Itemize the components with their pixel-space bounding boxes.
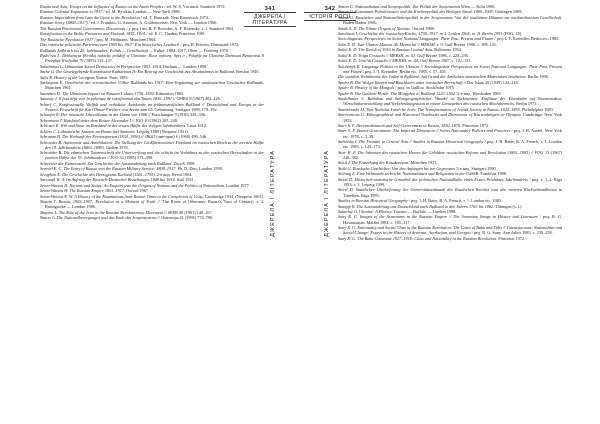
entry-details: / ed. W. S. Vucinich. Stanford 1972. bbox=[164, 4, 226, 9]
entry-title: Stier H. F. Die Adressen des russischen Heeres für Gebildete russischen Reform und Revolution (1861–1905) bbox=[338, 149, 530, 155]
entry-title: Seton-Watson H. The Russian Empire 1801–1917. bbox=[40, 188, 126, 194]
bibliography-entry bbox=[40, 31, 264, 36]
entry-details: Cambridge. New York 1953. bbox=[343, 112, 563, 123]
bibliography-entry bbox=[40, 42, 264, 47]
bibliography-entry bbox=[40, 199, 264, 209]
bibliography-entry bbox=[40, 183, 264, 188]
bibliography-entry bbox=[338, 123, 562, 128]
entry-details: Berlin 1906. bbox=[527, 74, 549, 80]
bibliography-entry bbox=[40, 91, 264, 96]
bibliography-entry bbox=[338, 42, 562, 47]
bibliography-entry bbox=[40, 118, 264, 123]
entry-title: Smolitsch I. Geschichte der russischen Kirche, 1700–1917, т. I. Leiden 1964; т. II. Berlin 1991 bbox=[338, 31, 503, 37]
entry-details: / ed. T. Hunczak. New Brunswick 1974. bbox=[140, 14, 209, 20]
entry-title: Schroeder B. Autonomie und Annihilation: Die Stellung der Großfürstentümer Finnland im russischen Reich in der zweiten Hälfte des 19. Jahrhunderts (1863–1899). bbox=[40, 139, 264, 150]
entry-details: Princeton 1972. bbox=[462, 122, 490, 128]
entry-details: München 1961. bbox=[45, 85, 72, 91]
bibliography-entry bbox=[338, 47, 562, 52]
entry-title: Stöki G. Russische Geschichte: Von den Anfängen bis zur Gegenwart bbox=[338, 165, 456, 171]
entry-title: Schroeder B. Die ethnischen Tatarenschrift die Unterwerfung und die schicht im Verhältnis zu den russischen Herrschaften in der zweiten Hälfte des 19. Jahrhunderts bbox=[40, 150, 264, 161]
bibliography-entry bbox=[40, 9, 264, 14]
bibliography-entry bbox=[40, 215, 264, 220]
entry-title: Russian Imperialism from Ivan the Great to the Revolution bbox=[40, 14, 140, 20]
bibliography-entry bbox=[40, 188, 264, 193]
entry-details: (омн-цим) 6 (1968) 499–546. bbox=[156, 134, 208, 140]
entry-title: Starr S. F. Tsarist Government: The Imperial Dimension // Soviet Nationality Policies and Practices bbox=[338, 128, 511, 134]
bibliography-entry bbox=[40, 172, 264, 177]
bibliography-entry bbox=[40, 80, 264, 90]
entry-title: Saunders D. The Ukrainian Impact on Russian Culture 1750–1850. bbox=[40, 90, 155, 96]
entry-title: Suny R. G. The Baku Commune 1917–1918: Class and Nationality in the Russian Revolution. bbox=[338, 235, 498, 241]
entry-details: Gießen 1976. bbox=[105, 144, 129, 150]
entry-title: Sokol E. D. Ural'sk Cossacks // MERSH, т. 44. Gulf Breeze 1987, с. 141–151. bbox=[338, 58, 472, 64]
bibliography-list-right bbox=[338, 4, 562, 241]
entry-details: Baltimore 1954. bbox=[434, 47, 462, 53]
entry-title: Simon G. Konstantin Pobedonoscev und die Kirchenpolitik des Heiligen Sinod, 1880–1905. bbox=[338, 9, 494, 15]
entry-details: // Forschungen 9 (1930) 335–356. bbox=[148, 112, 206, 118]
entry-details: / ред. J. H. Bater, R. A. French, т. 1. London etc. 1983. bbox=[408, 198, 503, 204]
entry-details: // SEER 40 (1961) 148–167. bbox=[164, 209, 213, 215]
entry-details: Wien — Köln 1986. bbox=[460, 4, 496, 9]
bibliography-entry bbox=[40, 15, 264, 20]
bibliography-entry bbox=[338, 112, 562, 122]
entry-details: 5-е вид. Stuttgart 1990. bbox=[456, 165, 497, 171]
entry-details: Frankfurt 1990. bbox=[480, 171, 508, 177]
bibliography-entry bbox=[338, 214, 562, 224]
entry-title: Suny R. G. Images of the Armenians in the Russian Empire // The Armenian Image in History and Literature bbox=[338, 214, 538, 220]
entry-title: Russification in the Baltic Provinces and Finland, 1855–1914 bbox=[40, 31, 146, 37]
bibliography-entry bbox=[338, 107, 562, 112]
entry-title: Sarcnapl W. A. Im Auftrag der Russisch-Deutschen Beziehungen 1848 bis 1914. bbox=[40, 177, 176, 183]
bibliography-entry bbox=[338, 160, 562, 165]
entry-title: Solchanyk R. Language Politics in the Ukraine // Sociolinguistic Perspectives on Soviet National Languages: Their Past, Present and Future bbox=[338, 63, 562, 74]
entry-details: // FOG 13 (1967) 246–382. bbox=[343, 149, 563, 160]
entry-details: Zürich 1988. bbox=[173, 160, 196, 166]
entry-title: Stumpp K. Die Auswanderung aus Deutschland nach Rußland in den Jahren 1763 bis 1862. bbox=[338, 203, 495, 209]
entry-title: Schwester der Kamerasche Zur Geschichte der Auswanderung nach Rußland. bbox=[40, 160, 173, 166]
entry-title: Studies in Russian Historical Geography bbox=[338, 198, 408, 204]
entry-details: / у ред. і вп. R. P. Browder, A. F. Kerensky. t. 1. Stanford 1961. bbox=[126, 25, 235, 31]
entry-title: Sokol E. D. Volga Cossacks // MERSH, т. 43. Gulf Breeze 1986, с. 228–236. bbox=[338, 52, 469, 58]
entry-details: Philadelphia 1983. bbox=[521, 106, 554, 112]
entry-title: Sarkisyanz E. Geschichte der orientalischen Völker Rußlands bis 1917: Eine Ergänzung zur ostslawischen Geschichte Rußlands. bbox=[40, 80, 264, 86]
bibliography-entry bbox=[40, 69, 264, 74]
entry-title: Die sozialen Verhältnisse der Juden in Rußland: Auf Grund der Amtlichen statistischen Materialien bearbeitet. bbox=[338, 74, 527, 80]
entry-details: / ed. E. C. Thaden. Princeton 1981. bbox=[146, 31, 206, 37]
entry-details: Lissa 1912. bbox=[187, 123, 207, 129]
entry-details: / ed. M. Rywkin. London — New York 1988. bbox=[103, 9, 181, 15]
entry-details: Edmonton 1985. bbox=[155, 90, 185, 96]
bibliography-entry bbox=[338, 58, 562, 63]
bibliography-entry bbox=[40, 20, 264, 25]
entry-title: Suny R. G. Nationality and Social Class in the Russian Revolution: The Cases of Baku and Tiflis // Transcaucasia: Nationalism and Social Change: Essays in the History of Armenia, Azerbaijan, and Georgia bbox=[338, 225, 562, 236]
bibliography-entry bbox=[338, 225, 562, 235]
running-head-title-left: ДЖЕРЕЛА І ЛІТЕРАТУРА bbox=[244, 12, 296, 27]
bibliography-entry bbox=[338, 177, 562, 187]
entry-details: Tübingen [s. l.]. bbox=[495, 203, 523, 209]
entry-title: Smith A. D. The Ethnic Origins of Nations. bbox=[338, 25, 411, 31]
entry-title: Schiemann T. Russland unter dem Kaiser Alexander I bbox=[40, 117, 131, 123]
entry-title: Senesel E. C. The Entry of Russia into the Russian Military Service, 1809–1917. bbox=[40, 166, 177, 172]
bibliography-entry bbox=[40, 166, 264, 171]
running-head-left bbox=[244, 6, 296, 27]
entry-title: Scharf C. Konfessionelle Vielfalt und orthodoxe Autokratie im frühneuzeitlichen Rußland // Deutschland und Europa in der Neuzeit. Festschrift für Karl Otmar Freiherr von Aretin zum 65. bbox=[40, 101, 264, 112]
bibliography-entry bbox=[338, 53, 562, 58]
entry-details: Princeton 1972. bbox=[498, 235, 526, 241]
entry-details: Berlin 1973. bbox=[516, 101, 538, 107]
entry-title: Spuler B. Die Wolga-Tataren und Baschkiren unter russischer Herrschaft bbox=[338, 79, 463, 85]
entry-title: Rydel'nia L. Deklaracja (Krótkij nakielty polskij) w Ukrainie: Rocz wyborą: Spis o „Połąbje na Ukrainie Dariusza Beauvoisa Il Przegląd Wschodni bbox=[40, 53, 264, 64]
entry-details: Breslau 1940. bbox=[236, 69, 260, 75]
entry-details: // JGO 10 (1962) 205–240. bbox=[132, 117, 178, 123]
bibliography-entry bbox=[40, 102, 264, 112]
bibliography-entry bbox=[338, 85, 562, 90]
entry-title: Schaufer E. Der russische Liberalismus in der Duma von 1906 bbox=[40, 112, 147, 118]
entry-details: / вид. за Guillou. Stockholm 1975. bbox=[395, 85, 455, 91]
entry-title: Schletz C. Lithuanische Autoren an Honta fuel Samaria. bbox=[40, 128, 136, 134]
bibliography-entry bbox=[338, 150, 562, 160]
bibliography-entry bbox=[40, 134, 264, 139]
entry-title: Sabaliunas L. Lithuanian Social Democracy in Perspective 1893–1914. bbox=[40, 63, 162, 69]
bibliography-entry bbox=[40, 194, 264, 199]
entry-details: (FOG, 45). bbox=[503, 31, 523, 37]
entry-details: / ed. J. Frumkin, G. Aronson, A. Goldenweiser. New York — London 1966. bbox=[88, 20, 218, 26]
bibliography-entry bbox=[338, 96, 562, 106]
bibliography-entry bbox=[338, 187, 562, 197]
entry-details: Oxford 1967. bbox=[126, 188, 150, 194]
bibliography-entry bbox=[338, 236, 562, 241]
page-number-left: 341 bbox=[264, 6, 276, 12]
bibliography-entry bbox=[338, 198, 562, 203]
entry-details: Baden-Baden 1986. bbox=[343, 20, 377, 26]
entry-title: The Russian Provisional Government: Documents bbox=[40, 25, 126, 31]
entry-details: / ред. R. Pietrow. Darmstadt 1972. bbox=[180, 42, 240, 48]
entry-title: Solzi E. D. Tsar Ulanov Mansur Ali Memorial // MERSH, bbox=[338, 41, 436, 47]
entry-details: / ред. M. Hellmann. München 1964. bbox=[94, 36, 157, 42]
bibliography-entry bbox=[338, 36, 562, 41]
bibliography-entry bbox=[338, 15, 562, 25]
entry-details: Kiel 1931. bbox=[176, 177, 195, 183]
entry-title: The Russische Revolution 1917 bbox=[40, 36, 94, 42]
entry-details: Geburtstag. Stuttgart 1988, 179–192. bbox=[154, 106, 218, 112]
entry-details: Göttingen 1969. bbox=[494, 9, 523, 15]
entry-title: Schramm H. Die Herkunft des Fernostpoeten (1834–1956) // JBGO bbox=[40, 134, 156, 140]
entry-title: Spuler B. Die Goldene Horde: Die Mongolen in Rußland 1223–1502. bbox=[338, 90, 457, 96]
entry-title: Simon G. Die Nationalbewegungen und das Ende des Sowjetsystems bbox=[40, 215, 157, 221]
bibliography-entry bbox=[338, 171, 562, 176]
entry-details: in Tubelben. Riga 1995. bbox=[343, 187, 562, 198]
entry-details: Olten — Freiburg 1970. bbox=[187, 47, 229, 53]
side-label-right: ДЖЕРЕЛА І ЛІТЕРАТУРА bbox=[324, 150, 330, 237]
entry-details: 2-е вид. Reval 1904. bbox=[156, 171, 193, 177]
bibliography-entry bbox=[40, 4, 264, 9]
bibliography-entry bbox=[40, 64, 264, 69]
entry-title: Stöck I. Die Entstehung der Kosakentums. bbox=[338, 160, 410, 166]
bibliography-entry bbox=[40, 112, 264, 117]
entry-title: Saussay J. Il faut déjà voir la politique de russification des Tatars 1856–1891 bbox=[40, 96, 172, 102]
entry-title: Stadelbauer J. Bahnbau und kulturgeographischer Wandel in Turkmenien: Einflüsse der Eisenbahn auf Raumstruktur, Wirtschaftsentwicklung und Verkehrsintegration in einem Grenzgebiet des russischen Machtbereichs. bbox=[338, 96, 562, 107]
bibliography-entry bbox=[338, 139, 562, 149]
bibliography-entry bbox=[338, 91, 562, 96]
entry-details: / ред. R. G. Hovannisian. Malibu 1981, с. 105–137. bbox=[343, 214, 563, 225]
bibliography-entry bbox=[40, 37, 264, 42]
running-head-title-right: ІСТОРІЯ РОСІЇ bbox=[304, 12, 356, 21]
entry-details: Oxford 1986. bbox=[411, 25, 435, 31]
entry-details: München 1953. bbox=[410, 160, 438, 166]
bibliography-entry bbox=[40, 161, 264, 166]
entry-title: Starovoitova G. Ethnographical and Historical Notebooks and Documents of Würtembergers in Olympia. bbox=[338, 112, 522, 118]
bibliography-entry bbox=[40, 96, 264, 101]
entry-details: / ред. J. R. Azrael. New York etc. 1978, с. 3–38. bbox=[343, 128, 563, 139]
entry-details: // Der Islam 29 (1949) 142–216. bbox=[463, 79, 519, 85]
entry-details: Toronto — Buffalo — London 1988. bbox=[393, 208, 457, 214]
bibliography-entry bbox=[40, 48, 264, 53]
entry-title: Stanislawski M. Tsar Nicholas I and the Jews: The Transformation of Jewish Society in Russia, 1825–1855. bbox=[338, 106, 521, 112]
bibliography-entry bbox=[40, 150, 264, 160]
entry-title: Seton-Watson H. Nations and States: An Enquiry into the Origins of Nations and the Politics of Nationalism. bbox=[40, 182, 225, 188]
entry-title: Stebelsky I. The Frontier in Central Asia // Studies in Russian Historical Geography bbox=[338, 139, 484, 145]
bibliography-entry bbox=[40, 26, 264, 31]
entry-title: Strezl D. Historisch-statistische Grundriß der polnischen Nationalkulte eines Erstes Produktes Jahrhunderts bbox=[338, 176, 528, 182]
bibliography-entry bbox=[40, 177, 264, 182]
bibliography-entry bbox=[40, 75, 264, 80]
entry-details: / ред. I. T. Kreindler. Berlin etc. 1985. bbox=[494, 36, 560, 42]
entry-title: Russian Jewry (1860–1917) bbox=[40, 20, 88, 26]
bibliography-entry bbox=[338, 74, 562, 79]
bibliography-entry bbox=[338, 204, 562, 209]
entry-title: Russia and Asia: Essays on the Influence of Russia on the Asian Peoples bbox=[40, 4, 164, 9]
right-page bbox=[300, 0, 600, 424]
entry-details: Leipzig 1889 (Neuprint 1931). bbox=[136, 128, 189, 134]
bibliography-entry bbox=[338, 80, 562, 85]
entry-title: Spuler B. History of the Mongols bbox=[338, 85, 395, 91]
entry-details: // Osteuropa 41 (1991) 774–790. bbox=[157, 215, 214, 221]
entry-title: Sacke G. Die Gesetzgebende Kommission Katharinas II: Ein Beitrag zur Geschichte des Absolutismus in Rußland. bbox=[40, 69, 235, 75]
entry-details: / ред. I. T. Kreindler. Berlin etc. 1985, с. 57–105. bbox=[362, 68, 447, 74]
entry-details: 79 (1993) 133–137. bbox=[79, 58, 113, 64]
entry-title: Subtelny O. Ukraine: A History. bbox=[338, 208, 393, 214]
entry-details: Durham — London 1990. bbox=[163, 63, 208, 69]
entry-title: Seraphim E. Die Geschichte des Herzogtums Kurland (1561–1795). bbox=[40, 171, 156, 177]
bibliography-entry bbox=[338, 4, 562, 9]
entry-title: Salis R. History of the Georgian Nation. bbox=[40, 74, 109, 80]
entry-title: Sokol E. D. The Revolt of 1916 in Russian Central Asia. bbox=[338, 47, 434, 53]
bibliography-entry bbox=[40, 129, 264, 134]
bibliography-list-left bbox=[40, 4, 264, 221]
entry-details: Ph. D. Diss. London 1998. bbox=[177, 166, 223, 172]
entry-title: Shanin T. Russia, 1905–1907: Revolution as a Moment of Truth bbox=[40, 199, 156, 205]
entry-title: Seton-Watson R. W. A History of the Roumanians from Roman Times to the Completion of Unity. bbox=[40, 193, 204, 199]
entry-title: Stölting E. Eine Weltmacht zerbricht: Nationalitäten und Religionen in der UdSSR. bbox=[338, 171, 480, 177]
entry-title: Das russische politische Parteienwesen 1905 bis 1907: Ein historisches Lesebuch bbox=[40, 42, 180, 48]
entry-details: / ред. т. 1–2. Riga 1993; т. 3. Leipzig 1999. bbox=[343, 176, 562, 187]
bibliography-entry bbox=[338, 209, 562, 214]
entry-details: 2-е вид. Wiesbaden 1965. bbox=[457, 90, 502, 96]
entry-details: Paris 1883. bbox=[109, 74, 129, 80]
entry-details: / ред. R. G. Suny. Ann Arbor 1983, с. 239–258. bbox=[471, 230, 553, 236]
page-number-right: 342 bbox=[324, 6, 336, 12]
bibliography-entry bbox=[40, 210, 264, 215]
entry-details: // 'The Roots of Otherness: Russia's Turn of Century', т. 2. Basingstoke — London 1986. bbox=[45, 199, 265, 210]
bibliography-entry bbox=[338, 166, 562, 171]
entry-title: Simon G. Nationalismus und Sowjetpolitik: Zur Politik der Sowjetunion bbox=[338, 4, 460, 9]
bibliography-entry bbox=[338, 128, 562, 138]
entry-details: London 1977. bbox=[225, 182, 250, 188]
entry-title: Starr S. F. Decentralization and Self-Government in Russia, 1830–1870. bbox=[338, 122, 462, 128]
bibliography-entry bbox=[338, 26, 562, 31]
entry-details: // JGO 33 (1985) 371–398. bbox=[107, 155, 154, 161]
entry-title: Simon G. Russischer und Nationalitätenpolitik in der Sowjetunion: Von der totalitären Diktatur zur nachstalinschen Gesellschaft. bbox=[338, 14, 562, 20]
entry-details: Cambridge 1934. (Neuprint 1963). bbox=[204, 193, 264, 199]
bibliography-entry bbox=[40, 123, 264, 128]
side-label-left: ДЖЕРЕЛА І ЛІТЕРАТУРА bbox=[270, 150, 276, 237]
bibliography-entry bbox=[40, 53, 264, 63]
bibliography-entry bbox=[338, 31, 562, 36]
entry-details: / ред. J. H. Bater, R. A. French, т. 1. London etc. 1983, с. 143–173. bbox=[343, 139, 562, 150]
entry-title: Russian Colonial Expansion to 1917 bbox=[40, 9, 103, 15]
entry-title: Sociolinguistic Perspectives on Soviet National Languages: Their Past, Present and Future bbox=[338, 36, 494, 42]
bibliography-entry bbox=[40, 140, 264, 150]
entry-title: Rußlands Aufbruch ins 20. Jahrhundert: Politik — Gesellschaft — Kultur, 1894–1917. bbox=[40, 47, 187, 53]
entry-title: Strezl D. Staatlicher Überlieferung der Universitätsenkunde des Russischen Reiches vom den neueren Rückwirkendheiten bbox=[338, 187, 557, 193]
bibliography-entry bbox=[338, 9, 562, 14]
entry-details: т. 9. Gulf Breeze 1998, с. 108–141. bbox=[436, 41, 498, 47]
bibliography-entry bbox=[338, 64, 562, 74]
entry-title: Shapiro L. The Role of the Jews in the Russian Revolutionary Movement bbox=[40, 209, 164, 215]
entry-details: // CMRS 8 (1967) 404–426. bbox=[173, 96, 221, 102]
entry-title: Schlöser E. Wilt und Staat im Russland in der ersten Hälfte des vorigen Jahrhunderts. bbox=[40, 123, 187, 129]
